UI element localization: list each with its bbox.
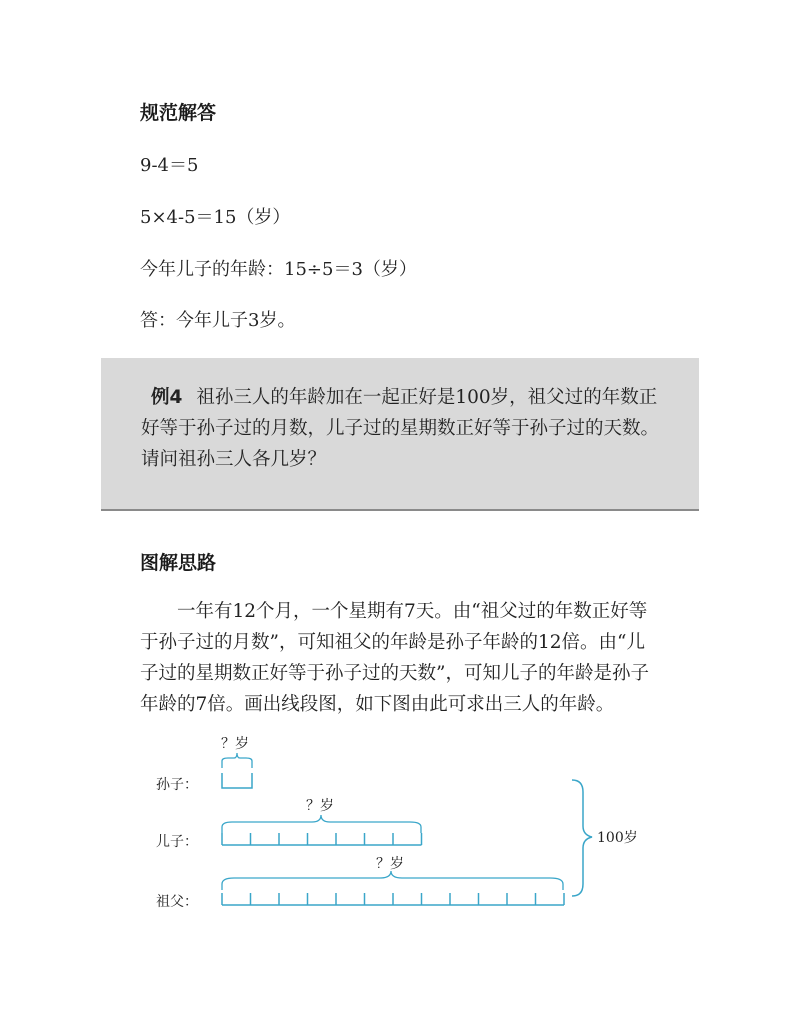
solution-line-1: 9-4＝5 [140, 155, 199, 176]
brace-grandfather [222, 871, 563, 890]
row-label-grandson: 孙子： [156, 777, 198, 793]
total-label: 100岁 [597, 830, 638, 846]
brace-grandson [222, 753, 252, 768]
solution-line-3: 今年儿子的年龄：15÷5＝3（岁） [140, 259, 417, 280]
analysis-heading: 图解思路 [140, 552, 217, 574]
analysis-paragraph: 一年有12个月，一个星期有7天。由“祖父过的年数正好等于孙子过的月数”，可知祖父的年龄是孙子年龄的12倍。由“儿子过的星期数正好等于孙子过的天数”，可知儿子的年龄是孙子年龄的7倍。画出线段图，如下图由此可求出三人的年龄。 [140, 601, 649, 715]
solution-heading: 规范解答 [140, 102, 217, 124]
row-label-son: 儿子： [156, 834, 198, 850]
unknown-label-son: ？岁 [306, 798, 334, 814]
segment-son [222, 833, 422, 845]
brace-son [222, 815, 421, 833]
segment-grandfather [222, 893, 564, 905]
example-label: 例4 [151, 387, 183, 408]
segment-grandson [222, 773, 252, 788]
total-brace [572, 780, 592, 896]
solution-line-2: 5×4-5＝15（岁） [140, 207, 291, 228]
answer-line: 答：今年儿子3岁。 [140, 310, 296, 331]
example-problem-text: 祖孙三人的年龄加在一起正好是100岁，祖父过的年数正好等于孙子过的月数，儿子过的星期数正好等于孙子过的天数。请问祖孙三人各几岁？ [141, 387, 660, 470]
row-label-grandfather: 祖父： [156, 894, 198, 910]
unknown-label-grandson: ？岁 [221, 736, 249, 752]
unknown-label-grandfather: ？岁 [376, 856, 404, 872]
